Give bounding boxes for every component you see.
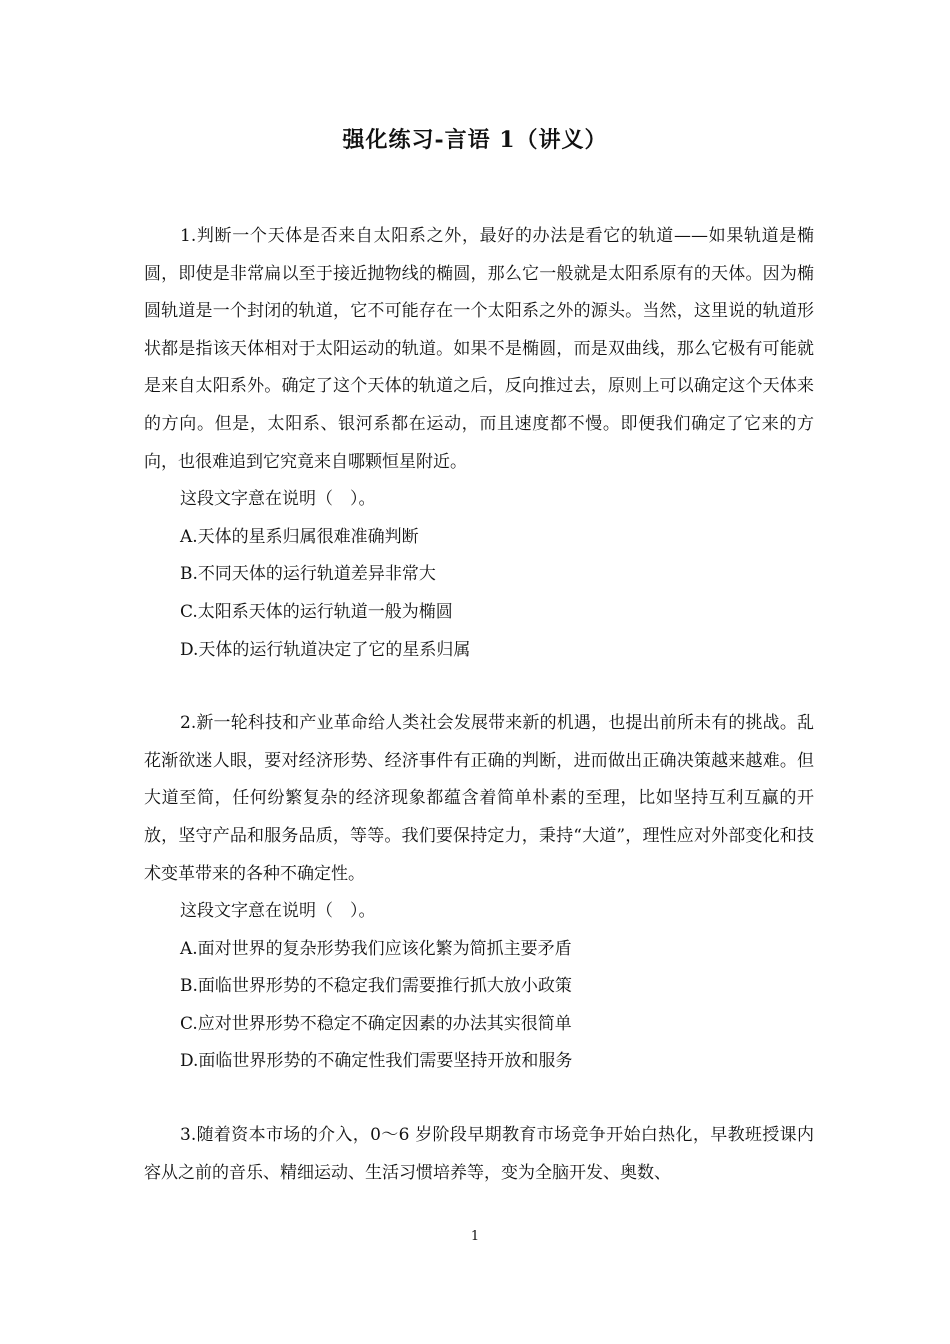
question-1 [144, 218, 814, 669]
page-title: 强化练习-言语 1（讲义） [342, 127, 608, 153]
spacer [144, 669, 814, 705]
question-passage: 2.新一轮科技和产业革命给人类社会发展带来新的机遇，也提出前所未有的挑战。乱花渐欲迷人眼，要对经济形势、经济事件有正确的判断，进而做出正确决策越来越难。但大道至简，任何纷繁复杂的经济现象都蕴含着简单朴素的至理，比如坚持互利互赢的开放，坚守产品和服务品质，等等。我们要保持定力，秉持“大道”，理性应对外部变化和技术变革带来的各种不确定性。 [144, 713, 814, 884]
question-2 [144, 705, 814, 1081]
option-a: A.面对世界的复杂形势我们应该化繁为简抓主要矛盾 [180, 938, 572, 959]
option-c: C.应对世界形势不稳定不确定因素的办法其实很简单 [180, 1013, 572, 1034]
page-number: 1 [470, 1229, 480, 1244]
question-passage: 1.判断一个天体是否来自太阳系之外，最好的办法是看它的轨道——如果轨道是椭圆，即使是非常扁以至于接近抛物线的椭圆，那么它一般就是太阳系原有的天体。因为椭圆轨道是一个封闭的轨道，它不可能存在一个太阳系之外的源头。当然，这里说的轨道形状都是指该天体相对于太阳运动的轨道。如果不是椭圆，而是双曲线，那么它极有可能就是来自太阳系外。确定了这个天体的轨道之后，反向推过去，原则上可以确定这个天体来的方向。但是，太阳系、银河系都在运动，而且速度都不慢。即便我们确定了它来的方向，也很难追到它究竟来自哪颗恒星附近。 [144, 226, 814, 472]
option-d: D.面临世界形势的不确定性我们需要坚持开放和服务 [180, 1051, 573, 1072]
question-3 [144, 1117, 814, 1192]
option-a: A.天体的星系归属很难准确判断 [180, 526, 419, 547]
document-body [144, 218, 814, 1192]
option-d: D.天体的运行轨道决定了它的星系归属 [180, 639, 471, 660]
option-c: C.太阳系天体的运行轨道一般为椭圆 [180, 601, 453, 622]
question-stem: 这段文字意在说明（ ）。 [180, 901, 376, 922]
option-b: B.不同天体的运行轨道差异非常大 [180, 564, 436, 585]
option-b: B.面临世界形势的不稳定我们需要推行抓大放小政策 [180, 976, 572, 997]
question-passage: 3.随着资本市场的介入，0～6 岁阶段早期教育市场竞争开始白热化，早教班授课内容从之前的音乐、精细运动、生活习惯培养等，变为全脑开发、奥数、 [144, 1125, 814, 1183]
question-stem: 这段文字意在说明（ ）。 [180, 489, 376, 510]
spacer [144, 1081, 814, 1117]
